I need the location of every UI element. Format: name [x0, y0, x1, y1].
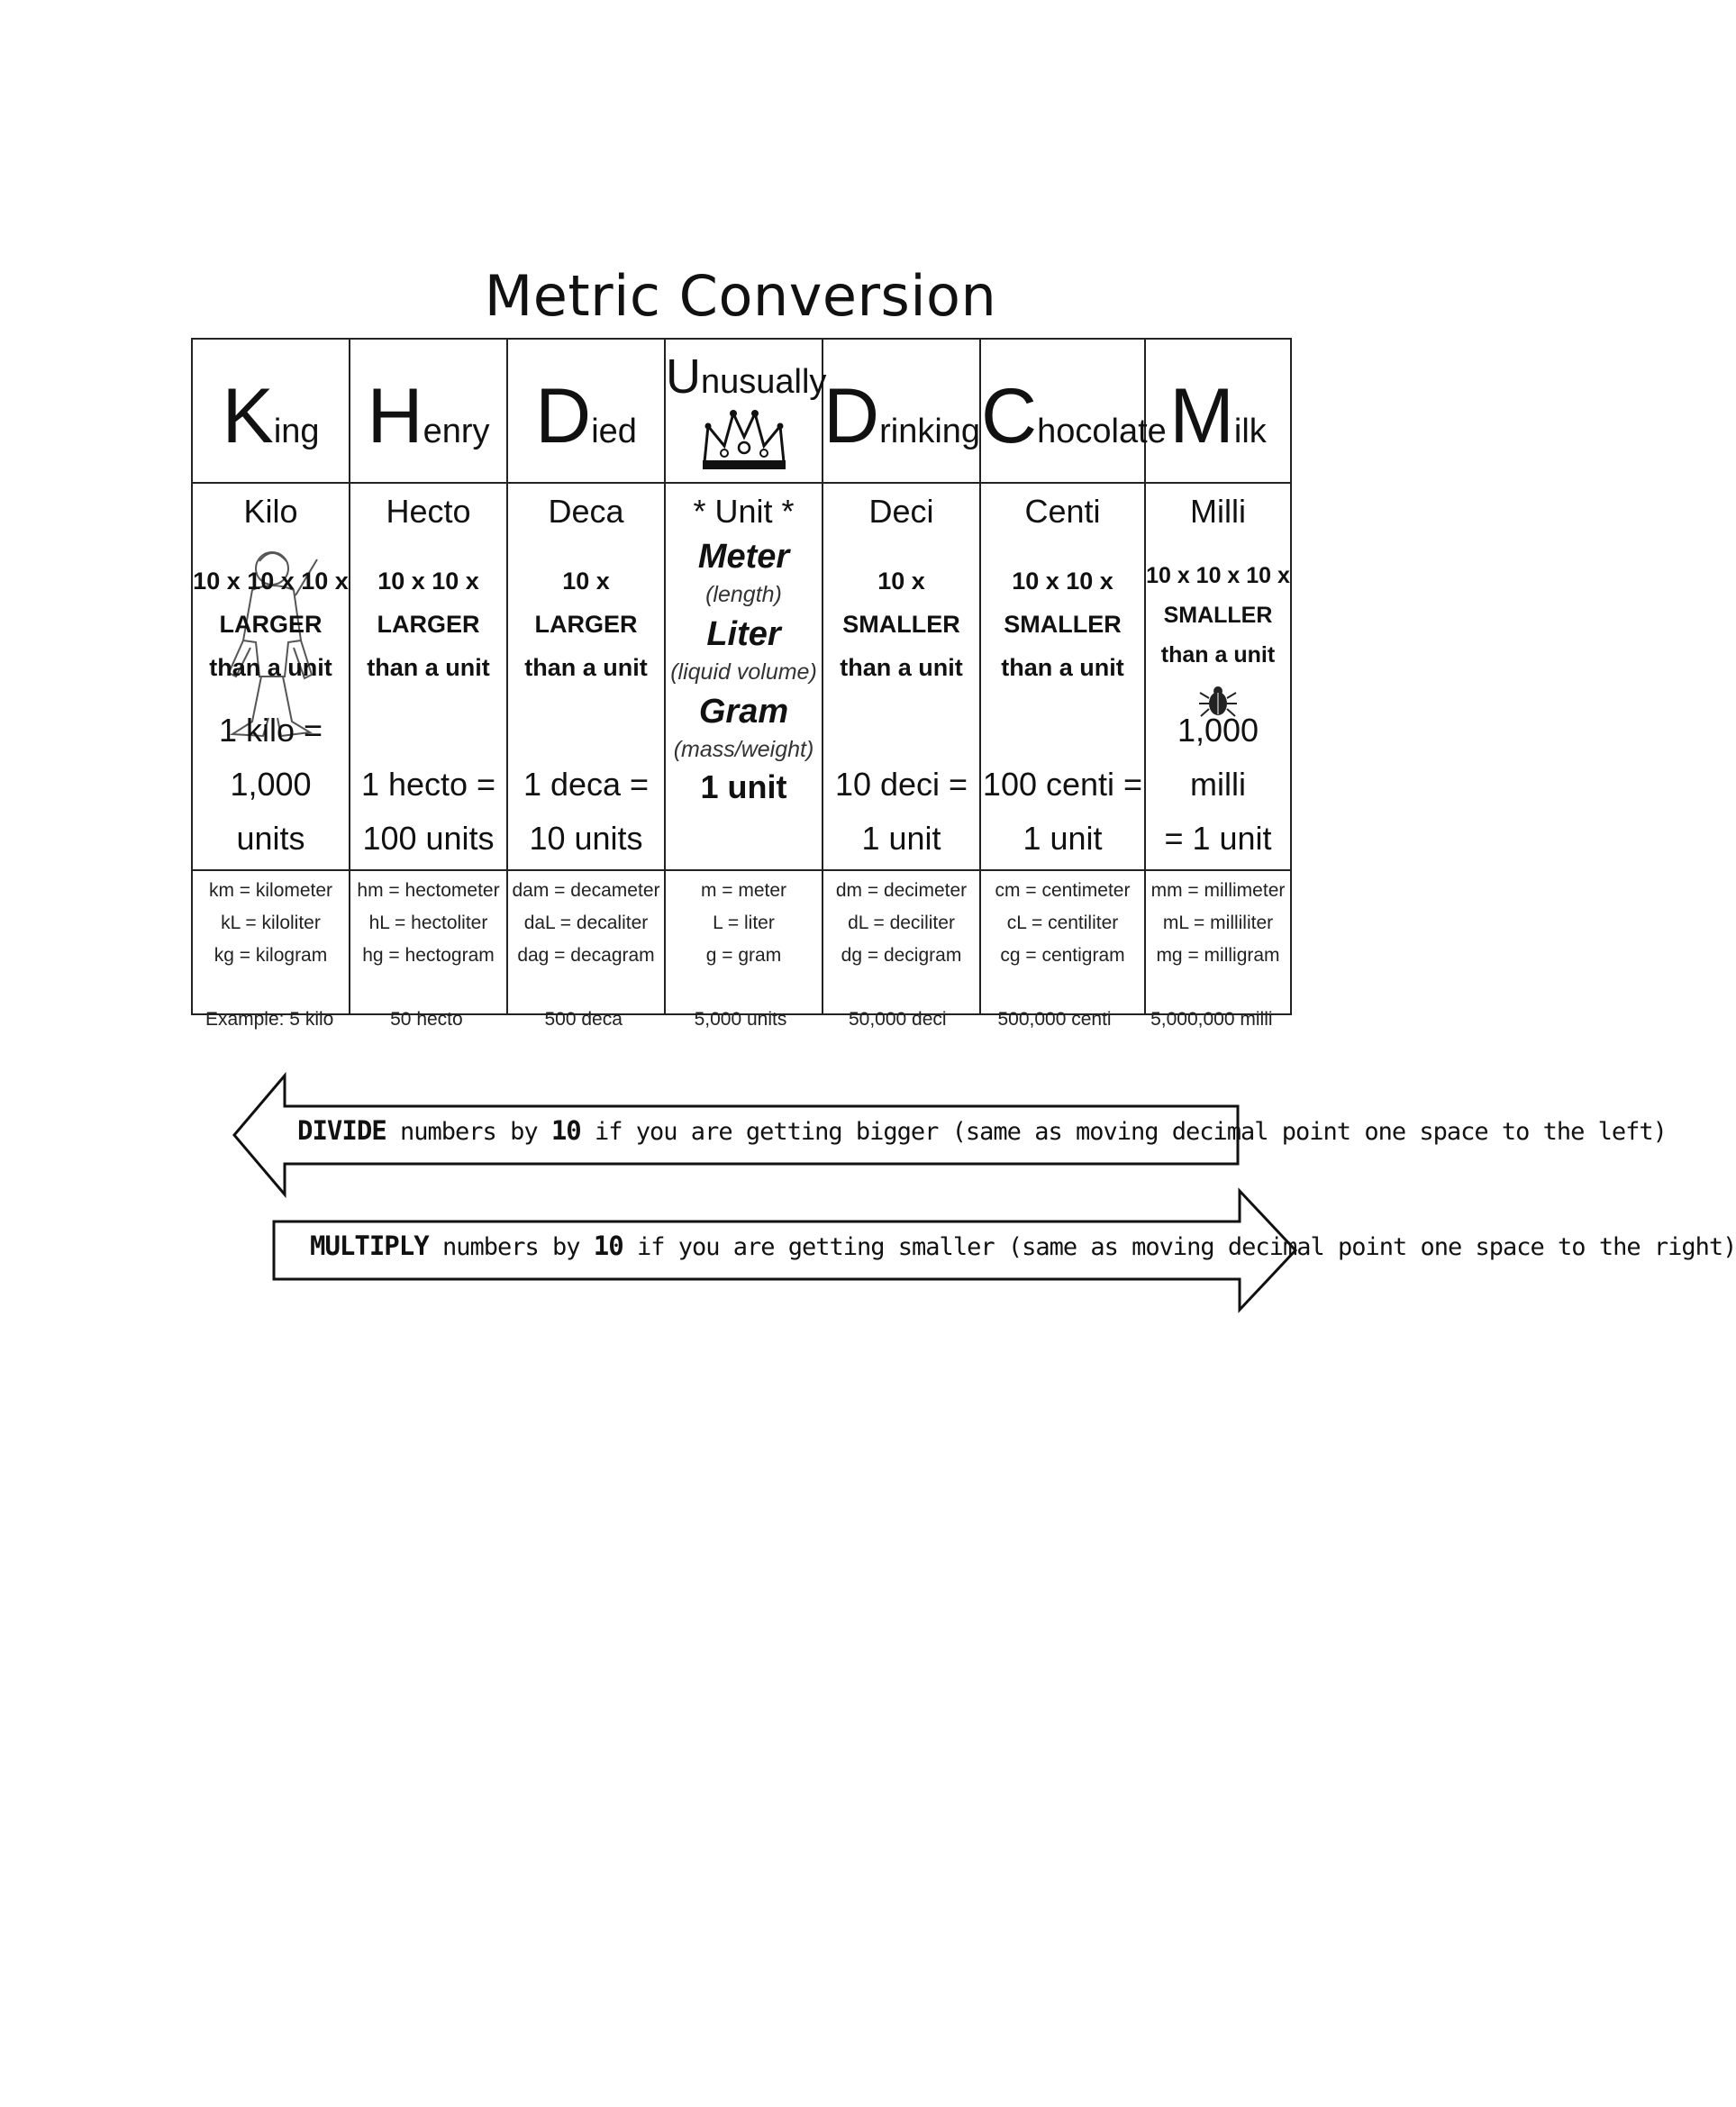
- size-line: 10 x 10 x 10 x: [1146, 563, 1290, 588]
- examples-row: [191, 1009, 1290, 1031]
- abbreviation: mL = milliliter: [1162, 913, 1274, 933]
- example-kilo: Example: 5 kilo: [205, 1009, 334, 1030]
- abbreviation-cell-unit: [665, 870, 823, 1014]
- abbreviation: dm = decimeter: [835, 880, 968, 901]
- example-hecto: 50 hecto: [390, 1009, 463, 1030]
- mnemonic-initial: D: [823, 373, 880, 459]
- meter-description: (length): [705, 582, 782, 607]
- size-description: [981, 559, 1144, 689]
- mnemonic-initial: K: [222, 373, 274, 459]
- metric-conversion-table: [191, 338, 1292, 1015]
- abbreviation-cell-milli: [1145, 870, 1291, 1014]
- equation-line: 100 centi =: [982, 766, 1143, 803]
- mnemonic-initial: U: [666, 350, 701, 404]
- equation: [823, 758, 979, 866]
- mnemonic-row: [192, 339, 1291, 483]
- divide-instruction: [297, 1115, 1667, 1146]
- crown-icon: [699, 406, 789, 478]
- prefix-cell-centi: [980, 483, 1145, 870]
- abbreviation: dL = deciliter: [848, 913, 955, 933]
- abbreviation: hg = hectogram: [362, 945, 495, 966]
- prefix-name: Centi: [1024, 493, 1101, 530]
- liter-description: (liquid volume): [670, 659, 817, 685]
- mnemonic-initial: M: [1169, 373, 1234, 459]
- example-deci: 50,000 deci: [848, 1009, 947, 1030]
- prefix-name: Hecto: [386, 493, 471, 530]
- example-deca: 500 deca: [544, 1009, 623, 1030]
- abbreviation: hm = hectometer: [357, 880, 500, 901]
- unit-cell: [665, 483, 823, 870]
- size-line: 10 x: [877, 568, 925, 595]
- equation-line: 1 deca =: [523, 766, 650, 803]
- mnemonic-rest: rinking: [879, 413, 981, 450]
- abbreviation-row: [192, 870, 1291, 1014]
- mnemonic-cell-chocolate: [980, 339, 1167, 483]
- abbreviation: cg = centigram: [1000, 945, 1125, 966]
- mnemonic-initial: H: [367, 373, 423, 459]
- size-line: than a unit: [1001, 654, 1124, 681]
- size-description: [823, 559, 979, 689]
- page-title: Metric Conversion: [484, 263, 997, 329]
- equation-line: 1 unit: [1023, 820, 1103, 857]
- abbreviation-cell-deci: [823, 870, 980, 1014]
- mnemonic-rest: ied: [591, 413, 637, 450]
- abbreviation: dg = decigram: [841, 945, 962, 966]
- unit-header: * Unit *: [693, 493, 795, 530]
- mnemonic-rest: hocolate: [1037, 413, 1167, 450]
- size-description: [508, 559, 664, 689]
- prefix-name: Deca: [548, 493, 624, 530]
- size-description: [1146, 556, 1290, 675]
- prefix-name: Milli: [1190, 493, 1246, 530]
- gram-description: (mass/weight): [673, 737, 814, 762]
- size-line: than a unit: [840, 654, 963, 681]
- size-line: than a unit: [524, 654, 648, 681]
- mnemonic-initial: C: [981, 373, 1038, 459]
- abbreviation-cell-deca: [507, 870, 665, 1014]
- example-milli: 5,000,000 milli: [1150, 1009, 1273, 1030]
- equation-line: 10 deci =: [834, 766, 968, 803]
- size-line: than a unit: [1160, 642, 1276, 668]
- mnemonic-cell-king: [192, 339, 350, 483]
- abbreviation: cL = centiliter: [1006, 913, 1119, 933]
- size-line: 10 x: [562, 568, 610, 595]
- size-line: LARGER: [534, 611, 638, 638]
- equation-line: 1,000 units: [230, 766, 312, 857]
- mnemonic-cell-drinking: [823, 339, 980, 483]
- abbreviation: mm = millimeter: [1150, 880, 1286, 901]
- equation-line: 100 units: [362, 820, 495, 857]
- size-line: SMALLER: [1163, 603, 1273, 628]
- prefix-row: [192, 483, 1291, 870]
- multiply-keyword: MULTIPLY: [310, 1231, 429, 1261]
- divide-text: numbers by: [386, 1118, 551, 1146]
- prefix-cell-milli: [1145, 483, 1291, 870]
- abbreviation: mg = milligram: [1156, 945, 1280, 966]
- equation: [193, 704, 349, 866]
- unit-equation: 1 unit: [700, 768, 787, 805]
- multiply-instruction: [310, 1231, 1736, 1261]
- mnemonic-cell-died: [507, 339, 665, 483]
- multiply-rest: if you are getting smaller (same as moving decimal point one space to the right): [623, 1233, 1736, 1261]
- equation: [508, 758, 664, 866]
- abbreviation-cell-hecto: [350, 870, 507, 1014]
- abbreviation: L = liter: [713, 913, 775, 933]
- equation: [1146, 704, 1290, 866]
- abbreviation: km = kilometer: [208, 880, 333, 901]
- example-centi: 500,000 centi: [997, 1009, 1112, 1030]
- mnemonic-rest: enry: [423, 413, 490, 450]
- equation-line: = 1 unit: [1164, 820, 1272, 857]
- mnemonic-rest: ing: [273, 413, 320, 450]
- divide-number: 10: [550, 1115, 581, 1146]
- abbreviation: kL = kiloliter: [221, 913, 321, 933]
- size-line: SMALLER: [842, 611, 960, 638]
- multiply-text: numbers by: [428, 1233, 594, 1261]
- size-line: LARGER: [219, 611, 323, 638]
- size-line: than a unit: [367, 654, 490, 681]
- meter-label: Meter: [697, 538, 790, 576]
- divide-keyword: DIVIDE: [297, 1115, 386, 1146]
- prefix-name: Kilo: [243, 493, 298, 530]
- multiply-number: 10: [593, 1231, 623, 1261]
- equation-line: 10 units: [529, 820, 643, 857]
- equation-line: 1,000 milli: [1177, 712, 1259, 803]
- abbreviation: kg = kilogram: [214, 945, 328, 966]
- mnemonic-rest: nusually: [701, 363, 827, 401]
- equation-line: 1 kilo =: [218, 712, 323, 749]
- prefix-cell-deca: [507, 483, 665, 870]
- abbreviation: dag = decagram: [517, 945, 655, 966]
- mnemonic-cell-unusually: [665, 339, 827, 483]
- prefix-cell-deci: [823, 483, 980, 870]
- equation: [350, 758, 506, 866]
- example-unit: 5,000 units: [694, 1009, 787, 1030]
- liter-label: Liter: [706, 615, 781, 653]
- size-line: SMALLER: [1004, 611, 1122, 638]
- abbreviation: cm = centimeter: [995, 880, 1131, 901]
- size-line: 10 x 10 x: [377, 568, 479, 595]
- size-line: 10 x 10 x 10 x: [193, 568, 349, 595]
- abbreviation: hL = hectoliter: [368, 913, 488, 933]
- equation-line: 1 hecto =: [360, 766, 496, 803]
- size-description: [350, 559, 506, 689]
- size-description: [193, 559, 349, 689]
- equation: [981, 758, 1144, 866]
- prefix-cell-kilo: [192, 483, 350, 870]
- equation-line: 1 unit: [861, 820, 941, 857]
- abbreviation: m = meter: [700, 880, 787, 901]
- prefix-cell-hecto: [350, 483, 507, 870]
- mnemonic-cell-milk: [1145, 339, 1291, 483]
- gram-label: Gram: [698, 693, 789, 731]
- mnemonic-initial: D: [535, 373, 592, 459]
- size-line: LARGER: [377, 611, 480, 638]
- size-line: 10 x 10 x: [1012, 568, 1113, 595]
- mnemonic-rest: ilk: [1233, 413, 1267, 450]
- size-line: than a unit: [209, 654, 332, 681]
- abbreviation-cell-centi: [980, 870, 1145, 1014]
- prefix-name: Deci: [868, 493, 934, 530]
- abbreviation: dam = decameter: [512, 880, 660, 901]
- abbreviation: g = gram: [705, 945, 782, 966]
- mnemonic-cell-henry: [350, 339, 507, 483]
- divide-rest: if you are getting bigger (same as moving decimal point one space to the left): [580, 1118, 1667, 1146]
- abbreviation-cell-kilo: [192, 870, 350, 1014]
- abbreviation: daL = decaliter: [523, 913, 649, 933]
